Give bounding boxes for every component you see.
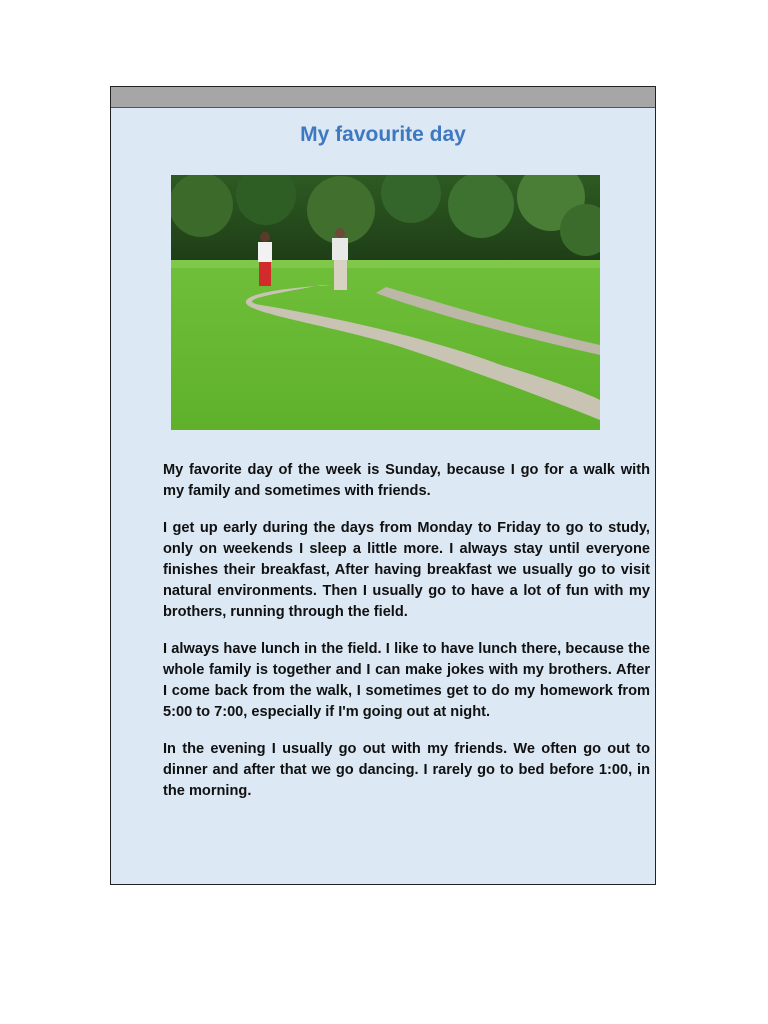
page-title: My favourite day — [300, 123, 466, 146]
paragraph: My favorite day of the week is Sunday, because I go for a walk with my family and sometimes with friends. — [163, 462, 650, 499]
paragraph: I get up early during the days from Monday to Friday to go to study, only on weekends I sleep a little more. I always stay until everyone finishes their breakfast, After having breakfast we usually go to visit natural environments. Then I usually go to have a lot of fun with my brothers, running through the field. — [163, 520, 650, 620]
document-page — [110, 86, 656, 885]
page-header-bar — [111, 87, 655, 108]
walk-in-field-photo — [171, 175, 600, 430]
article-body — [163, 460, 650, 818]
paragraph: In the evening I usually go out with my friends. We often go out to dinner and after that we go dancing. I rarely go to bed before 1:00, in the morning. — [163, 741, 650, 799]
paragraph: I always have lunch in the field. I like to have lunch there, because the whole family is together and I can make jokes with my brothers. After I come back from the walk, I sometimes get to do my homework from 5:00 to 7:00, especially if I'm going out at night. — [163, 641, 650, 720]
